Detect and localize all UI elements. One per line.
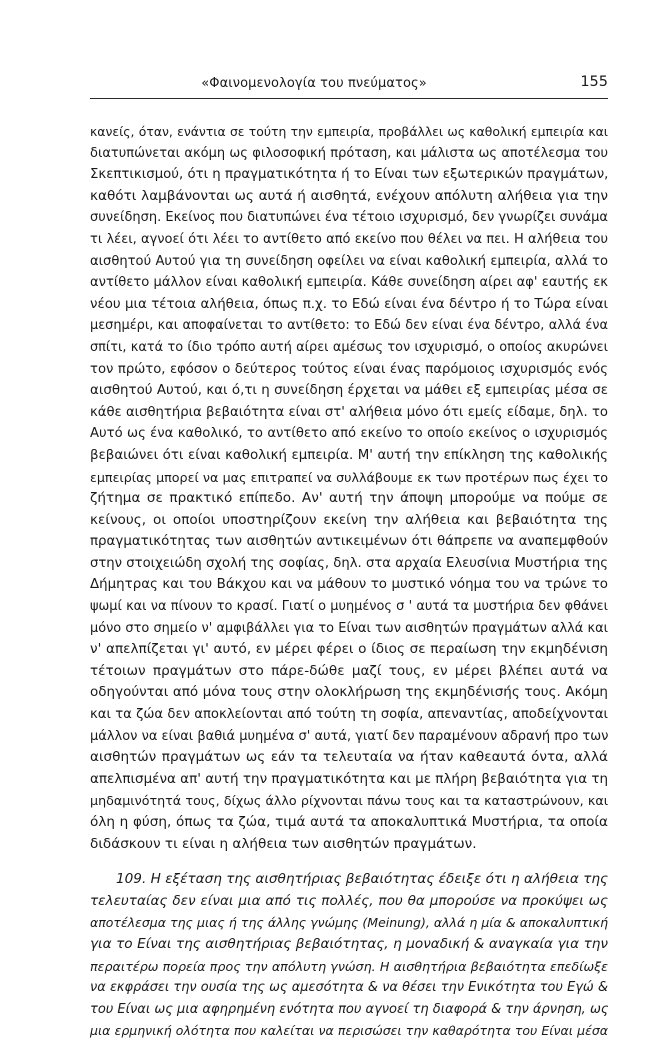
text-line: τι λέει, αγνοεί ότι λέει το αντίθετο από εκείνο που θέλει να πει. Η αλήθεια του [90, 231, 608, 247]
running-title: «Φαινομενολογία του πνεύματος» [201, 76, 427, 91]
text-line: μηδαμινότητά τους, δίχως άλλο ρίχνονται πάνω τους και τα καταστρώνουν, και [90, 793, 608, 809]
paragraph-gap [90, 855, 608, 869]
text-line: μόνο στο σημείο ν' αμφιβάλλει για το Είναι των αισθητών πραγμάτων αλλά και [90, 620, 608, 636]
text-line: όλη η φύση, όπως τα ζώα, τιμά αυτά τα αποκαλυπτικά Μυστήρια, τα οποία [90, 814, 608, 830]
text-line: περαιτέρω πορεία προς την απόλυτη γνώση. Η αισθητήρια βεβαιότητα επεδίωξε [90, 958, 608, 974]
text-line: αισθητών πραγμάτων ως εάν τα τελευταία να ήταν καθεαυτά όντα, αλλά [90, 749, 608, 766]
text-line: καθότι λαμβάνονται ως αυτά ή αισθητά, ενέχουν απόλυτη αλήθεια για την [90, 187, 608, 204]
text-line: αντίθετο μάλλον είναι καθολική εμπειρία. Κάθε συνείδηση αίρει αφ' εαυτής εκ [90, 275, 608, 291]
text-line: οδηγούνται από μόνα τους στην ολοκλήρωση της εκμηδένισής τους. Ακόμη [90, 684, 608, 701]
text-line: κανείς, όταν, ενάντια σε τούτη την εμπειρία, προβάλλει ως καθολική εμπειρία και [90, 124, 608, 139]
text-line: πραγματικότητας των αισθητών αντικειμένων ότι θάπρεπε να αναπεμφθούν [90, 534, 608, 550]
text-line: αισθητού Αυτού για τη συνείδηση οφείλει να είναι καθολική εμπειρία, αλλά το [90, 253, 608, 269]
text-line: κάθε αισθητήρια βεβαιότητα είναι στ' αλήθεια μόνο ότι εμείς είδαμε, δηλ. το [90, 404, 608, 420]
text-line: ν' απελπίζεται γι' αυτό, εν μέρει φέρει ο ίδιος σε περαίωση την εκμηδένιση [90, 641, 608, 658]
page-body [90, 121, 608, 1042]
text-line: του Είναι ως μια αφηρημένη ενότητα που αγνοεί τη διαφορά & την άρνηση, ως [90, 1001, 608, 1017]
text-line: Σκεπτικισμού, ότι η πραγματικότητα ή το Είναι των εξωτερικών πραγμάτων, [90, 167, 608, 183]
text-line: 109. Η εξέταση της αισθητήριας βεβαιότητας έδειξε ότι η αλήθεια της [116, 871, 608, 888]
text-line: μια ερμηνική ολότητα που καλείται να περισώσει την καθαρότητα του Είναι μέσα [90, 1023, 608, 1039]
text-line: εμπειρίας μπορεί να μας επιτραπεί να συλλάβουμε εκ των προτέρων πως έχει το [90, 469, 608, 485]
text-line: σπίτι, κατά το ίδιο τρόπο αυτή αίρει αμέσως τον ισχυρισμό, ο οποίος ακυρώνει [90, 339, 608, 355]
running-header [90, 76, 608, 98]
text-line: μάλλον να είναι βαθιά μυημένα σ' αυτά, γιατί δεν παραμένουν αδρανή προ των [90, 728, 608, 744]
text-line: διατυπώνεται ακόμη ως φιλοσοφική πρόταση, και μάλιστα ως αποτέλεσμα του [90, 145, 608, 161]
text-line: τον πρώτο, εφόσον ο δεύτερος τούτος είναι ένας παρόμοιος ισχυρισμός ενός [90, 361, 608, 377]
text-line: απελπισμένα απ' αυτή την πραγματικότητα και με πλήρη βεβαιότητα για τη [90, 770, 608, 787]
paragraph-1 [90, 121, 608, 855]
text-line: και τα ζώα δεν αποκλείονται από τούτη τη σοφία, απεναντίας, αποδείχνονται [90, 707, 608, 723]
text-line: συνείδηση. Εκείνος που διατυπώνει ένα τέτοιο ισχυρισμό, δεν γνωρίζει συνάμα [90, 210, 608, 226]
text-line: μεσημέρι, και αποφαίνεται το αντίθετο: το Εδώ δεν είναι ένα δέντρο, αλλά ένα [90, 318, 608, 334]
header-rule [90, 98, 608, 99]
text-line: διδάσκουν τι είναι η αλήθεια των αισθητών πραγμάτων. [90, 835, 477, 852]
text-line: για το Είναι της αισθητήριας βεβαιότητας, η μοναδική & αναγκαία για την [90, 935, 608, 952]
text-line: στην στοιχειώδη σχολή της σοφίας, δηλ. στα αρχαία Ελευσίνια Μυστήρια της [90, 555, 608, 571]
text-line: νέου μια τέτοια αλήθεια, όπως π.χ. το Εδώ είναι ένα δέντρο ή το Τώρα είναι [90, 296, 608, 312]
text-line: ζήτημα σε πρακτικό επίπεδο. Αν' αυτή την άποψη μπορούμε να πούμε σε [90, 490, 608, 507]
paragraph-109 [90, 869, 608, 1042]
text-line: τελευταίας δεν είναι μια από τις πολλές, που θα μπορούσε να προκύψει ως [90, 892, 608, 909]
text-line: κείνους, οι οποίοι υποστηρίζουν εκείνη την αλήθεια και βεβαιότητα της [90, 511, 608, 528]
page-number: 155 [580, 74, 608, 90]
text-line: ψωμί και να πίνουν το κρασί. Γιατί ο μυημένος σ ' αυτά τα μυστήρια δεν φθάνει [90, 599, 608, 615]
text-line: Δήμητρας και του Βάκχου και να μάθουν το μυστικό νόημα του να τρώνε το [90, 577, 608, 593]
text-line: τέτοιων πραγμάτων στο πάρε-δώθε μαζί τους, εν μέρει βλέπει αυτά να [90, 662, 608, 679]
text-line: αποτέλεσμα της μιας ή της άλλης γνώμης (Meinung), αλλά η μία & αποκαλυπτική [90, 915, 608, 931]
text-line: αισθητού Αυτού, και ό,τι η συνείδηση έρχεται να μάθει εξ εμπειρίας μέσα σε [90, 383, 608, 399]
text-line: βεβαιώνει ότι είναι καθολική εμπειρία. Μ' αυτή την επίκληση της καθολικής [90, 447, 608, 463]
text-line: να εκφράσει την ουσία της ως αμεσότητα & να θέσει την Ενικότητα του Εγώ & [90, 980, 608, 996]
text-line: Αυτό ως ένα καθολικό, το αντίθετο από εκείνο το οποίο εκείνος ο ισχυρισμός [90, 426, 608, 442]
